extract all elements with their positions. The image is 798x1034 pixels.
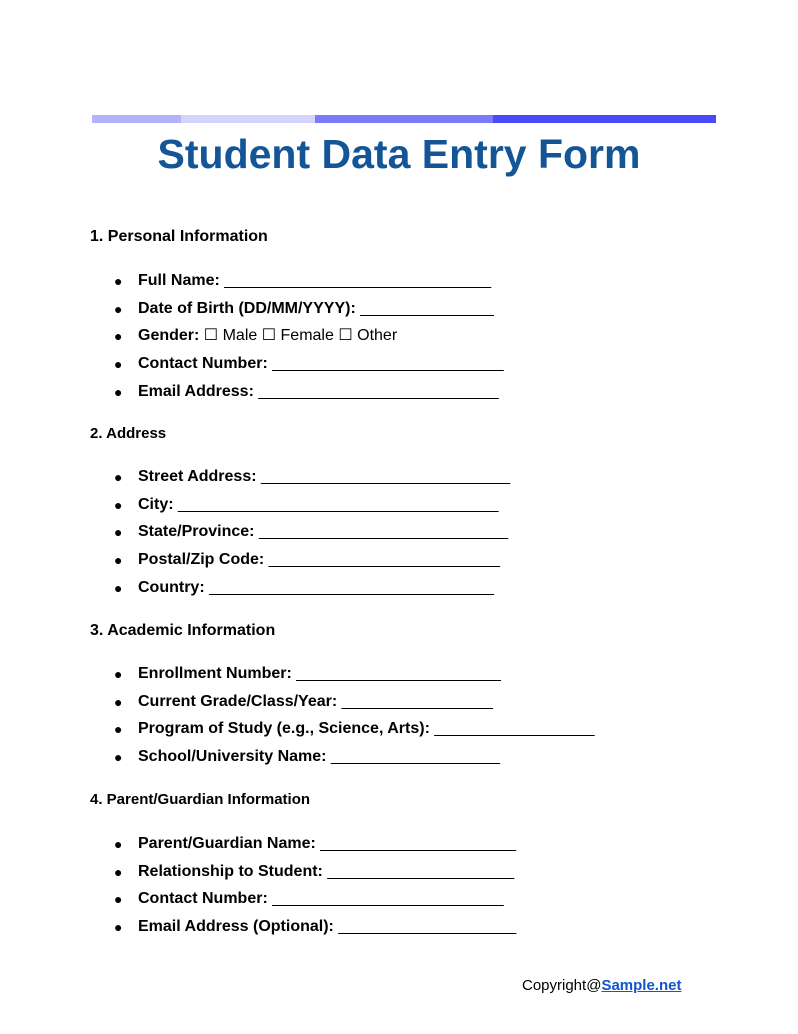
field-label: Full Name:	[138, 272, 220, 289]
school-university-field[interactable]: ___________________	[330, 748, 501, 766]
bullet-icon: ●	[114, 552, 123, 569]
list-item	[90, 862, 516, 890]
list-item	[90, 834, 516, 862]
list-item	[90, 664, 595, 692]
bar-segment	[181, 115, 315, 123]
field-label: Date of Birth (DD/MM/YYYY):	[138, 299, 356, 317]
bullet-icon: ●	[114, 863, 123, 880]
field-label: Email Address (Optional):	[138, 918, 334, 936]
list-item	[90, 354, 504, 382]
bullet-icon: ●	[114, 300, 123, 317]
contact-number-field[interactable]: __________________________	[272, 355, 504, 373]
section-heading: 1. Personal Information	[90, 228, 268, 245]
bullet-icon: ●	[114, 749, 123, 766]
list-item	[90, 692, 595, 720]
field-label: Program of Study (e.g., Science, Arts):	[138, 720, 430, 738]
list-item	[90, 889, 516, 917]
date-of-birth-field[interactable]: _______________	[360, 299, 494, 317]
bullet-icon: ●	[114, 891, 123, 908]
checkbox-icon: ☐	[261, 327, 277, 345]
section-heading: 3. Academic Information	[90, 622, 276, 639]
option-label: Male	[222, 327, 258, 345]
option-label: Other	[357, 327, 398, 345]
field-label: Relationship to Student:	[138, 862, 323, 880]
decorative-top-bar	[92, 115, 716, 123]
option-label: Female	[280, 327, 334, 345]
field-label: Postal/Zip Code:	[138, 551, 265, 569]
postal-zip-field[interactable]: __________________________	[268, 551, 501, 569]
sample-net-link[interactable]: Sample.net	[601, 977, 682, 994]
field-label: City:	[138, 495, 174, 513]
field-label: Enrollment Number:	[138, 665, 292, 682]
country-field[interactable]: ________________________________	[209, 578, 494, 596]
checkbox-female[interactable]	[262, 327, 334, 344]
checkbox-icon: ☐	[338, 327, 353, 345]
list-item	[90, 917, 516, 945]
street-address-field[interactable]: ____________________________	[261, 468, 511, 485]
list-item	[90, 382, 504, 410]
list-item	[90, 467, 510, 495]
current-grade-field[interactable]: _________________	[341, 692, 493, 710]
parent-guardian-name-field[interactable]: ______________________	[320, 835, 517, 852]
bar-segment	[493, 115, 716, 123]
list-item	[90, 522, 510, 550]
list-item	[90, 578, 510, 606]
section-address	[90, 424, 510, 605]
bullet-icon: ●	[114, 666, 123, 682]
field-label: Country:	[138, 578, 205, 596]
list-item	[90, 299, 504, 327]
city-field[interactable]: ____________________________________	[178, 495, 499, 513]
field-list	[90, 271, 504, 409]
bullet-icon: ●	[114, 469, 123, 485]
bar-segment	[92, 115, 181, 123]
field-list	[90, 834, 516, 945]
program-of-study-field[interactable]: __________________	[434, 720, 595, 738]
full-name-field[interactable]: ______________________________	[224, 272, 492, 289]
list-item	[90, 550, 510, 578]
bullet-icon: ●	[114, 721, 123, 738]
section-heading: 2. Address	[90, 425, 167, 442]
relationship-field[interactable]: _____________________	[327, 862, 515, 880]
page-title: Student Data Entry Form	[157, 131, 641, 177]
bullet-icon: ●	[114, 383, 123, 400]
enrollment-number-field[interactable]: _______________________	[296, 665, 501, 682]
copyright-footer	[522, 977, 681, 994]
checkbox-male[interactable]	[204, 327, 257, 344]
guardian-email-field[interactable]: ____________________	[338, 918, 517, 936]
state-province-field[interactable]: ____________________________	[258, 523, 509, 541]
guardian-contact-number-field[interactable]: __________________________	[272, 890, 504, 908]
field-label: Contact Number:	[138, 890, 268, 908]
list-item	[90, 271, 504, 299]
list-item	[90, 326, 504, 354]
bullet-icon: ●	[114, 524, 123, 541]
field-label: Current Grade/Class/Year:	[138, 692, 338, 710]
list-item	[90, 719, 595, 747]
bullet-icon: ●	[114, 273, 123, 289]
list-item	[90, 747, 595, 775]
field-label: Contact Number:	[138, 355, 268, 373]
field-label: State/Province:	[138, 523, 255, 541]
bullet-icon: ●	[114, 356, 123, 373]
section-academic-information	[90, 621, 595, 775]
bullet-icon: ●	[114, 328, 123, 345]
field-label: Parent/Guardian Name:	[138, 835, 316, 852]
bullet-icon: ●	[114, 579, 123, 596]
email-address-field[interactable]: ___________________________	[258, 382, 499, 400]
bullet-icon: ●	[114, 919, 123, 936]
section-personal-information	[90, 227, 504, 409]
copyright-text: Copyright@	[522, 977, 602, 994]
bar-segment	[315, 115, 493, 123]
field-label: Street Address:	[138, 468, 257, 485]
checkbox-icon: ☐	[203, 327, 219, 345]
bullet-icon: ●	[114, 496, 123, 513]
field-list	[90, 467, 510, 605]
list-item	[90, 495, 510, 523]
section-heading: 4. Parent/Guardian Information	[90, 791, 311, 808]
checkbox-other[interactable]	[338, 327, 397, 344]
section-parent-guardian-information	[90, 790, 516, 945]
field-label: Gender:	[138, 327, 200, 345]
field-label: School/University Name:	[138, 748, 327, 766]
field-label: Email Address:	[138, 382, 254, 400]
bullet-icon: ●	[114, 836, 123, 852]
bullet-icon: ●	[114, 693, 123, 710]
field-list	[90, 664, 595, 775]
